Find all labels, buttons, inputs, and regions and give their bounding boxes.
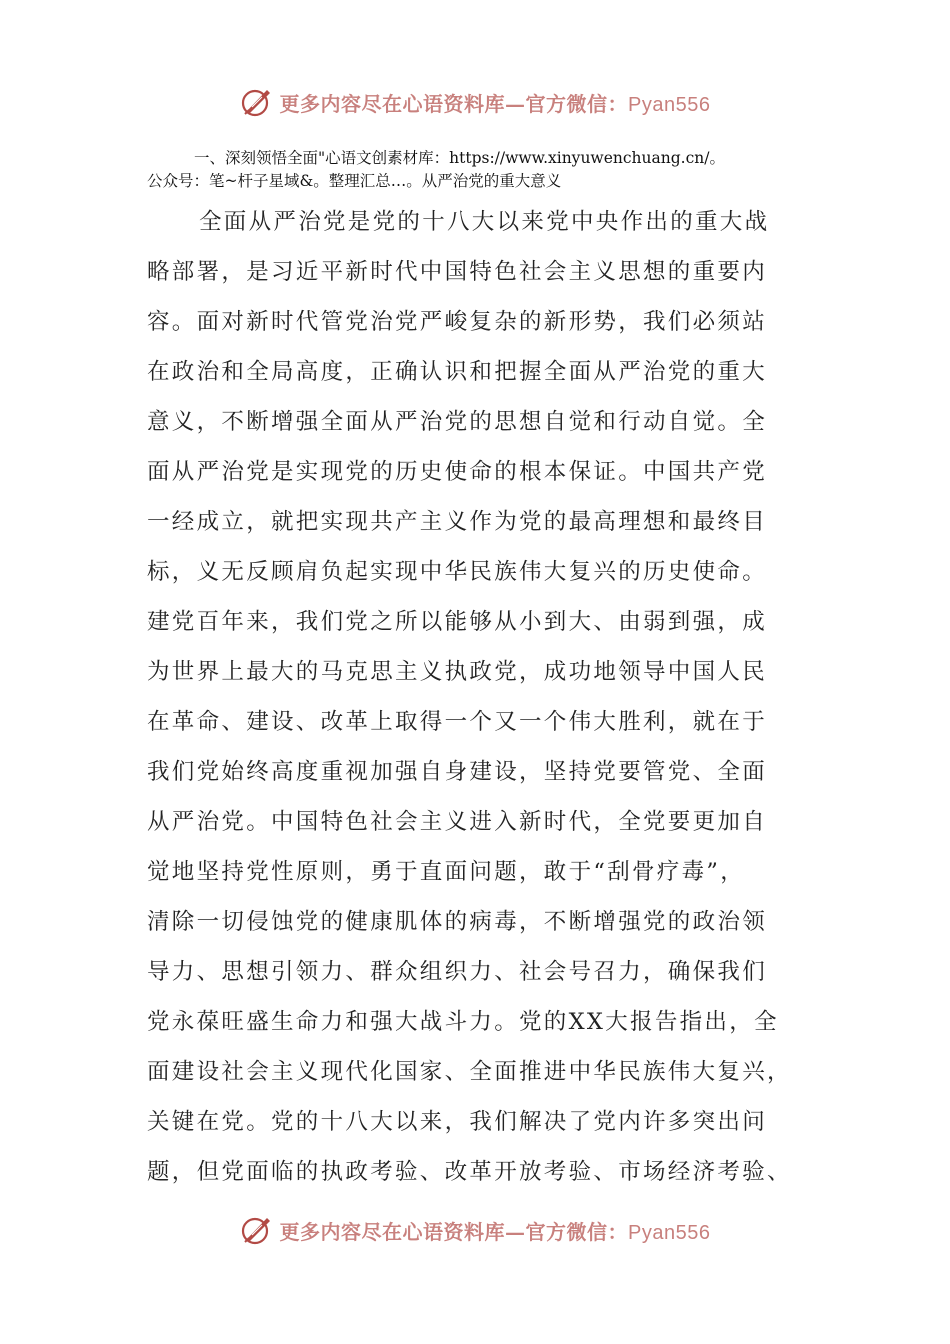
- quill-logo-icon: [240, 85, 274, 119]
- quill-logo-icon: [240, 1213, 274, 1247]
- body-line: 题，但党面临的执政考验、改革开放考验、市场经济考验、: [147, 1159, 792, 1185]
- footer-banner: [0, 1210, 950, 1250]
- body-line: 为世界上最大的马克思主义执政党，成功地领导中国人民: [147, 659, 768, 685]
- body-line: 导力、思想引领力、群众组织力、社会号召力，确保我们: [147, 959, 768, 985]
- body-line: 面从严治党是实现党的历史使命的根本保证。中国共产党: [147, 459, 768, 485]
- body-line: 面建设社会主义现代化国家、全面推进中华民族伟大复兴，: [147, 1059, 792, 1085]
- body-line: 在革命、建设、改革上取得一个又一个伟大胜利，就在于: [147, 709, 768, 735]
- body-line: 从严治党。中国特色社会主义进入新时代，全党要更加自: [147, 809, 768, 835]
- body-line: 略部署，是习近平新时代中国特色社会主义思想的重要内: [147, 259, 768, 285]
- body-line: 建党百年来，我们党之所以能够从小到大、由弱到强，成: [147, 609, 768, 635]
- body-paragraph: [147, 197, 807, 1197]
- footer-banner-text: 更多内容尽在心语资料库—官方微信：Pyan556: [279, 1219, 711, 1244]
- body-line: 关键在党。党的十八大以来，我们解决了党内许多突出问: [147, 1109, 768, 1135]
- footer-wechat-id: Pyan556: [628, 1221, 711, 1244]
- body-line: 党永葆旺盛生命力和强大战斗力。党的XX大报告指出，全: [147, 1009, 779, 1035]
- body-line: 在政治和全局高度，正确认识和把握全面从严治党的重大: [147, 359, 768, 385]
- body-line: 容。面对新时代管党治党严峻复杂的新形势，我们必须站: [147, 309, 768, 335]
- body-line: 意义，不断增强全面从严治党的思想自觉和行动自觉。全: [147, 409, 768, 435]
- section-heading: [147, 147, 807, 193]
- body-line: 清除一切侵蚀党的健康肌体的病毒，不断增强党的政治领: [147, 909, 768, 935]
- body-line: 觉地坚持党性原则，勇于直面问题，敢于“刮骨疗毒”，: [147, 859, 746, 885]
- header-banner-text: 更多内容尽在心语资料库—官方微信：Pyan556: [279, 91, 711, 116]
- body-line: 一经成立，就把实现共产主义作为党的最高理想和最终目: [147, 509, 768, 535]
- body-line: 我们党始终高度重视加强自身建设，坚持党要管党、全面: [147, 759, 768, 785]
- heading-line-2: 公众号：笔~杆子星域&。整理汇总…。从严治党的重大意义: [147, 172, 562, 190]
- body-line: 全面从严治党是党的十八大以来党中央作出的重大战: [199, 209, 770, 235]
- header-banner: [0, 82, 950, 122]
- header-wechat-id: Pyan556: [628, 93, 711, 116]
- body-line: 标，义无反顾肩负起实现中华民族伟大复兴的历史使命。: [147, 559, 768, 585]
- heading-line-1: 一、深刻领悟全面"心语文创素材库：https://www.xinyuwenchuang.cn/。: [194, 149, 725, 167]
